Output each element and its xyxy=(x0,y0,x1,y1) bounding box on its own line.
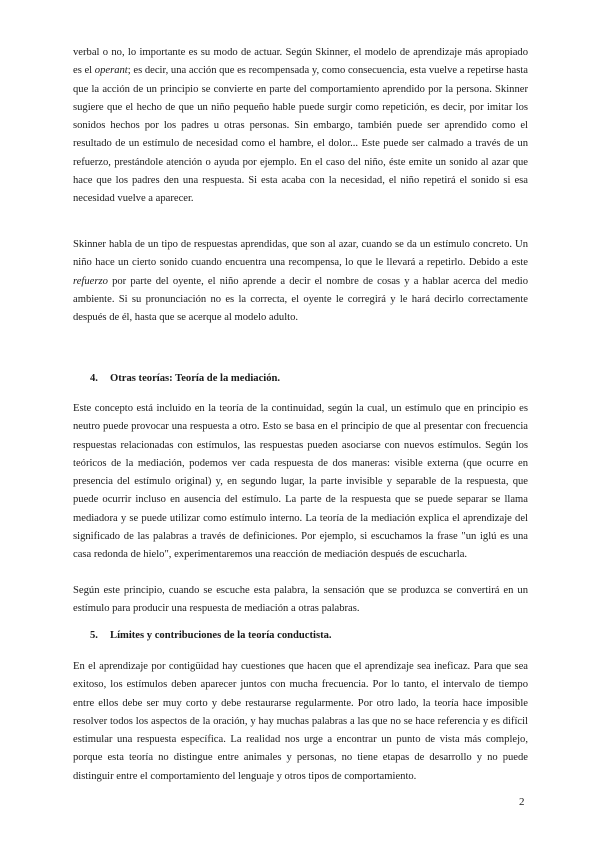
paragraph-skinner-responses xyxy=(73,236,528,327)
paragraph-mediation-concept: Este concepto está incluido en la teoría de la continuidad, según la cual, un estímulo que en principio es neutro puede provocar una respuesta a otro. Esto se basa en el principio de que al presentar con frecuencia respuestas relacionadas con estímulos, las respuestas pueden asociarse con nuevos estímulos. Según los teóricos de la mediación, podemos ver cada respuesta de dos maneras: visible externa (que ocurre en presencia del estímulo original) y, en segundo lugar, la parte invisible y separable de la respuesta, que puede ocurrir incluso en ausencia del estímulo. La parte de la respuesta que se puede separar se llama mediadora y se puede utilizar como estímulo interno. La teoría de la mediación explica el aprendizaje del significado de las palabras a través de definiciones. Por ejemplo, si escuchamos la frase "un iglú es una casa redonda de hielo", experimentaremos una reacción de mediación después de escucharla. xyxy=(73,403,528,561)
paragraph-text: verbal o no, lo importante es su modo de actuar. Según Skinner, el modelo de aprendizaje más apropiado es el xyxy=(73,47,528,77)
paragraph-skinner-operant xyxy=(73,44,528,209)
italic-term-operant: operant xyxy=(94,65,128,77)
paragraph-text: por parte del oyente, el niño aprende a decir el nombre de cosas y a hablar acerca del medio ambiente. Si su pronunciación no es la correcta, el oyente le corregirá y le hará decirlo correctamente después de él, hasta que se acerque al modelo adulto. xyxy=(73,275,528,324)
section-title: Otras teorías: Teoría de la mediación. xyxy=(110,373,281,384)
section-heading-4 xyxy=(90,373,280,384)
section-number: 5. xyxy=(90,630,98,641)
section-title: Límites y contribuciones de la teoría conductista. xyxy=(110,630,332,641)
section-heading-5 xyxy=(90,630,332,641)
paragraph-mediation-principle: Según este principio, cuando se escuche esta palabra, la sensación que se produzca se convertirá en un estímulo para producir una respuesta de mediación a otras palabras. xyxy=(73,585,528,615)
section-number: 4. xyxy=(90,373,98,384)
paragraph-text: ; es decir, una acción que es recompensada y, como consecuencia, esta vuelve a repetirse hasta que la acción de un principio se convierte en parte del comportamiento aprendido por la persona. Skinner sugiere que el hecho de que un niño pequeño hable puede surgir como repetición, es decir, por imitar los sonidos hechos por los padres u otras personas. Sin embargo, también puede ser aprendido como el resultado de un estímulo de necesidad como el hambre, el dolor... Este puede ser calmado a través de un refuerzo, prestándole atención o ayuda por ejemplo. En el caso del niño, éste emite un sonido al azar que hace que los padres den una respuesta. Si esta acaba con la necesidad, el niño repetirá el sonido si esa necesidad vuelve a aparecer. xyxy=(73,65,528,205)
page-number: 2 xyxy=(519,796,525,808)
italic-term-refuerzo: refuerzo xyxy=(73,275,108,287)
paragraph-limits: En el aprendizaje por contigüidad hay cuestiones que hacen que el aprendizaje sea ineficaz. Para que sea exitoso, los estímulos deben aparecer juntos con mucha frecuencia. Por lo tanto, el intervalo de tiempo entre ellos debe ser muy corto y debe restaurarse regularmente. Por otro lado, la teoría hace imposible resolver todos los aspectos de la oración, y hay muchas palabras a las que no se hace referencia y es difícil estimular una respuesta específica. La realidad nos urge a encontrar un punto de vista más complejo, porque esta teoría no distingue entre animales y personas, no tiene etapas de desarrollo y no puede distinguir entre el comportamiento del lenguaje y otros tipos de comportamiento. xyxy=(73,661,528,782)
paragraph-text: Skinner habla de un tipo de respuestas aprendidas, que son al azar, cuando se da un estímulo concreto. Un niño hace un cierto sonido cuando encuentra una recompensa, lo que le llevará a repetirlo. Debido a este xyxy=(73,239,528,269)
